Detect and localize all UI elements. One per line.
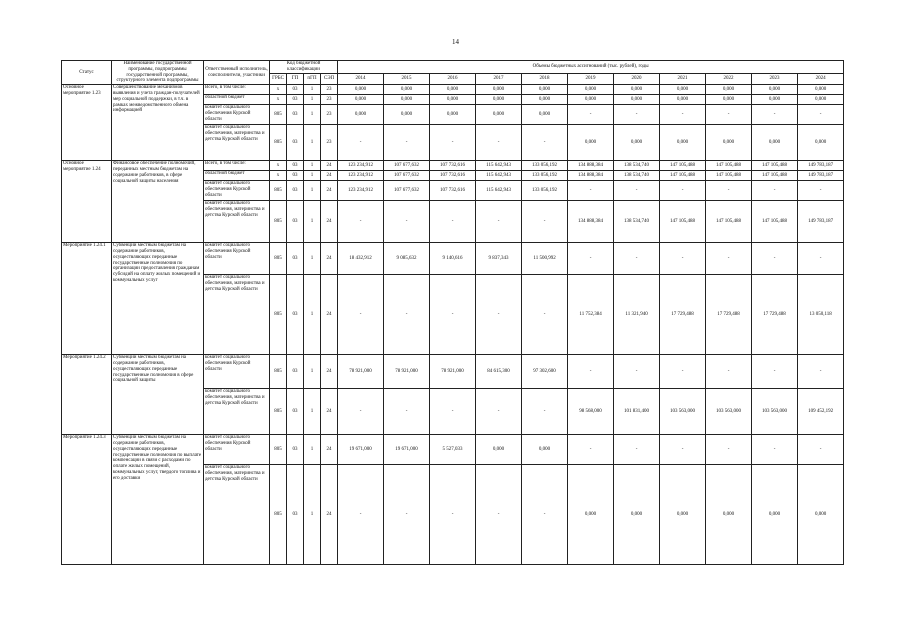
value-cell: 107 732,616 xyxy=(430,171,476,181)
value-cell: 0,000 xyxy=(522,435,568,465)
value-cell: - xyxy=(476,275,522,355)
value-cell: 115 642,943 xyxy=(476,181,522,201)
executor-cell: Всего, в том числе: xyxy=(204,85,270,95)
header-code-col: СЭП xyxy=(321,73,338,84)
value-cell: 78 921,000 xyxy=(430,355,476,389)
value-cell: - xyxy=(338,201,384,243)
header-volumes: Объемы бюджетных ассигнований (тыс. рублей), годы xyxy=(338,61,844,74)
value-cell: 134 888,384 xyxy=(568,201,614,243)
code-cell-sep: 23 xyxy=(321,125,338,161)
value-cell: 133 056,192 xyxy=(522,171,568,181)
value-cell: 149 783,187 xyxy=(798,161,844,171)
value-cell: - xyxy=(522,201,568,243)
value-cell: 0,000 xyxy=(338,95,384,105)
value-cell: 123 234,912 xyxy=(338,161,384,171)
value-cell: 0,000 xyxy=(568,95,614,105)
code-cell-gp: 03 xyxy=(287,275,304,355)
value-cell: - xyxy=(614,243,660,275)
value-cell: - xyxy=(476,125,522,161)
value-cell: 0,000 xyxy=(660,465,706,565)
value-cell: - xyxy=(338,275,384,355)
value-cell: - xyxy=(752,181,798,201)
header-year: 2018 xyxy=(522,73,568,84)
code-cell-grbs: 805 xyxy=(270,201,287,243)
value-cell: - xyxy=(706,355,752,389)
executor-cell: комитет социального обеспечения Курской области xyxy=(204,181,270,201)
executor-cell: комитет социального обеспечения, материнства и детства Курской области xyxy=(204,275,270,355)
value-cell: 18 432,912 xyxy=(338,243,384,275)
value-cell: 123 234,912 xyxy=(338,181,384,201)
value-cell: 17 729,488 xyxy=(706,275,752,355)
value-cell: 0,000 xyxy=(706,125,752,161)
value-cell: - xyxy=(476,389,522,435)
value-cell: - xyxy=(476,201,522,243)
code-cell-grbs: x xyxy=(270,85,287,95)
value-cell: - xyxy=(706,243,752,275)
value-cell: 147 105,488 xyxy=(660,201,706,243)
value-cell: 101 831,400 xyxy=(614,389,660,435)
table-row xyxy=(62,161,844,171)
status-cell: Мероприятие 1.24.3 xyxy=(62,435,112,565)
value-cell: 97 302,600 xyxy=(522,355,568,389)
value-cell: 138 534,740 xyxy=(614,201,660,243)
code-cell-grbs: 805 xyxy=(270,435,287,465)
name-cell: Совершенствование механизмов выявления и учета граждан-получателей мер социальной поддержки, в т.ч. в рамках межведомственного обмена информацией xyxy=(112,85,204,161)
header-year: 2020 xyxy=(614,73,660,84)
status-cell: Основное мероприятие 1.24 xyxy=(62,161,112,243)
value-cell: 0,000 xyxy=(384,85,430,95)
code-cell-pgp: 1 xyxy=(304,105,321,125)
code-cell-pgp: 1 xyxy=(304,243,321,275)
code-cell-gp: 03 xyxy=(287,389,304,435)
value-cell: 0,000 xyxy=(798,95,844,105)
executor-cell: комитет социального обеспечения, материнства и детства Курской области xyxy=(204,201,270,243)
value-cell: 134 888,384 xyxy=(568,161,614,171)
code-cell-sep: 23 xyxy=(321,85,338,95)
value-cell: - xyxy=(384,465,430,565)
value-cell: 0,000 xyxy=(706,465,752,565)
executor-cell: областной бюджет xyxy=(204,171,270,181)
value-cell: - xyxy=(476,465,522,565)
status-cell: Мероприятие 1.24.1 xyxy=(62,243,112,355)
code-cell-gp: 03 xyxy=(287,355,304,389)
value-cell: 147 105,488 xyxy=(752,201,798,243)
value-cell: 0,000 xyxy=(522,105,568,125)
value-cell: 134 888,384 xyxy=(568,171,614,181)
value-cell: 107 677,632 xyxy=(384,161,430,171)
value-cell: - xyxy=(798,435,844,465)
code-cell-pgp: 1 xyxy=(304,435,321,465)
value-cell: 0,000 xyxy=(660,95,706,105)
table-row xyxy=(62,435,844,465)
value-cell: 0,000 xyxy=(798,465,844,565)
value-cell: 0,000 xyxy=(614,95,660,105)
value-cell: 147 105,488 xyxy=(752,171,798,181)
value-cell: 0,000 xyxy=(476,95,522,105)
value-cell: 0,000 xyxy=(706,85,752,95)
value-cell: - xyxy=(752,105,798,125)
value-cell: 11 321,940 xyxy=(614,275,660,355)
code-cell-pgp: 1 xyxy=(304,85,321,95)
value-cell: - xyxy=(384,125,430,161)
code-cell-grbs: 805 xyxy=(270,465,287,565)
code-cell-sep: 24 xyxy=(321,243,338,275)
value-cell: 0,000 xyxy=(568,465,614,565)
code-cell-grbs: 805 xyxy=(270,389,287,435)
code-cell-grbs: 805 xyxy=(270,105,287,125)
value-cell: 0,000 xyxy=(384,105,430,125)
executor-cell: комитет социального обеспечения Курской области xyxy=(204,435,270,465)
value-cell: - xyxy=(430,125,476,161)
code-cell-sep: 23 xyxy=(321,105,338,125)
value-cell: 115 642,943 xyxy=(476,161,522,171)
header-year: 2024 xyxy=(798,73,844,84)
executor-cell: комитет социального обеспечения Курской области xyxy=(204,243,270,275)
header-year: 2019 xyxy=(568,73,614,84)
value-cell: - xyxy=(752,243,798,275)
value-cell: 0,000 xyxy=(476,85,522,95)
value-cell: - xyxy=(660,355,706,389)
value-cell: 0,000 xyxy=(798,85,844,95)
value-cell: 0,000 xyxy=(614,85,660,95)
code-cell-pgp: 1 xyxy=(304,161,321,171)
value-cell: - xyxy=(568,355,614,389)
code-cell-pgp: 1 xyxy=(304,125,321,161)
status-cell: Мероприятие 1.24.2 xyxy=(62,355,112,435)
value-cell: 9 085,632 xyxy=(384,243,430,275)
code-cell-gp: 03 xyxy=(287,243,304,275)
value-cell: - xyxy=(614,435,660,465)
value-cell: - xyxy=(338,125,384,161)
value-cell: 9 837,343 xyxy=(476,243,522,275)
header-year: 2016 xyxy=(430,73,476,84)
value-cell: - xyxy=(614,355,660,389)
code-cell-grbs: 805 xyxy=(270,243,287,275)
value-cell: - xyxy=(614,181,660,201)
code-cell-gp: 03 xyxy=(287,161,304,171)
value-cell: 115 642,943 xyxy=(476,171,522,181)
name-cell: Субвенции местным бюджетам на содержание работников, осуществляющих переданные государственные полномочия в сфере социальной защиты xyxy=(112,355,204,435)
code-cell-grbs: x xyxy=(270,161,287,171)
code-cell-grbs: 805 xyxy=(270,355,287,389)
value-cell: 103 563,000 xyxy=(752,389,798,435)
value-cell: 11 752,384 xyxy=(568,275,614,355)
code-cell-grbs: 805 xyxy=(270,275,287,355)
page-number: 14 xyxy=(452,38,459,46)
value-cell: 0,000 xyxy=(568,125,614,161)
code-cell-pgp: 1 xyxy=(304,465,321,565)
header-code-col: ГП xyxy=(287,73,304,84)
value-cell: - xyxy=(384,275,430,355)
code-cell-pgp: 1 xyxy=(304,181,321,201)
value-cell: - xyxy=(338,465,384,565)
value-cell: 107 732,616 xyxy=(430,181,476,201)
value-cell: - xyxy=(752,355,798,389)
code-cell-sep: 24 xyxy=(321,161,338,171)
code-cell-sep: 24 xyxy=(321,389,338,435)
executor-cell: Всего, в том числе: xyxy=(204,161,270,171)
code-cell-sep: 24 xyxy=(321,171,338,181)
value-cell: - xyxy=(660,181,706,201)
code-cell-pgp: 1 xyxy=(304,171,321,181)
value-cell: - xyxy=(430,201,476,243)
value-cell: 103 563,000 xyxy=(660,389,706,435)
value-cell: 0,000 xyxy=(522,95,568,105)
value-cell: 103 563,000 xyxy=(706,389,752,435)
value-cell: 147 105,488 xyxy=(660,161,706,171)
value-cell: 0,000 xyxy=(614,125,660,161)
value-cell: 133 056,192 xyxy=(522,161,568,171)
value-cell: 0,000 xyxy=(338,85,384,95)
executor-cell: комитет социального обеспечения Курской области xyxy=(204,105,270,125)
value-cell: 0,000 xyxy=(568,85,614,95)
name-cell: Финансовое обеспечение полномочий, переданных местным бюджетам на содержание работников, в сфере социальной защиты населения xyxy=(112,161,204,243)
value-cell: 138 534,740 xyxy=(614,161,660,171)
executor-cell: комитет социального обеспечения Курской области xyxy=(204,355,270,389)
code-cell-gp: 03 xyxy=(287,465,304,565)
value-cell: 0,000 xyxy=(798,125,844,161)
table-row xyxy=(62,355,844,389)
value-cell: 0,000 xyxy=(614,465,660,565)
value-cell: - xyxy=(660,243,706,275)
value-cell: - xyxy=(430,465,476,565)
header-code-col: пГП xyxy=(304,73,321,84)
value-cell: 138 534,740 xyxy=(614,171,660,181)
value-cell: - xyxy=(430,275,476,355)
code-cell-gp: 03 xyxy=(287,105,304,125)
value-cell: 0,000 xyxy=(660,85,706,95)
value-cell: 19 671,000 xyxy=(384,435,430,465)
code-cell-pgp: 1 xyxy=(304,389,321,435)
value-cell: - xyxy=(384,389,430,435)
code-cell-gp: 03 xyxy=(287,181,304,201)
value-cell: 0,000 xyxy=(752,125,798,161)
value-cell: 107 677,632 xyxy=(384,171,430,181)
code-cell-gp: 03 xyxy=(287,125,304,161)
value-cell: 147 105,488 xyxy=(660,171,706,181)
code-cell-gp: 03 xyxy=(287,435,304,465)
value-cell: - xyxy=(522,465,568,565)
value-cell: - xyxy=(568,435,614,465)
header-year: 2022 xyxy=(706,73,752,84)
value-cell: - xyxy=(706,105,752,125)
header-status: Статус xyxy=(62,61,112,85)
value-cell: 147 105,488 xyxy=(706,161,752,171)
value-cell: - xyxy=(752,435,798,465)
header-year: 2023 xyxy=(752,73,798,84)
value-cell: 0,000 xyxy=(660,125,706,161)
value-cell: 17 729,488 xyxy=(660,275,706,355)
header-year: 2015 xyxy=(384,73,430,84)
value-cell: 84 615,300 xyxy=(476,355,522,389)
code-cell-grbs: 805 xyxy=(270,125,287,161)
value-cell: 5 527,033 xyxy=(430,435,476,465)
value-cell: 0,000 xyxy=(430,95,476,105)
value-cell: - xyxy=(384,201,430,243)
value-cell: - xyxy=(568,181,614,201)
value-cell: 17 729,488 xyxy=(752,275,798,355)
name-cell: Субвенции местным бюджетам на содержание работников, осуществляющих переданные государственные полномочия по организации предоставления гражданам субсидий на оплату жилых помещений и коммунальных услуг xyxy=(112,243,204,355)
code-cell-pgp: 1 xyxy=(304,95,321,105)
value-cell: 0,000 xyxy=(430,85,476,95)
table-row xyxy=(62,85,844,95)
value-cell: 0,000 xyxy=(522,85,568,95)
header-budget-code: Код бюджетной классификации xyxy=(270,61,338,74)
value-cell: - xyxy=(706,435,752,465)
code-cell-grbs: x xyxy=(270,95,287,105)
value-cell: - xyxy=(568,243,614,275)
value-cell: - xyxy=(522,275,568,355)
value-cell: 107 677,632 xyxy=(384,181,430,201)
code-cell-sep: 24 xyxy=(321,435,338,465)
executor-cell: областной бюджет xyxy=(204,95,270,105)
value-cell: - xyxy=(522,125,568,161)
value-cell: 147 105,488 xyxy=(706,201,752,243)
executor-cell: комитет социального обеспечения, материнства и детства Курской области xyxy=(204,389,270,435)
code-cell-sep: 24 xyxy=(321,201,338,243)
code-cell-sep: 24 xyxy=(321,465,338,565)
value-cell: - xyxy=(798,243,844,275)
executor-cell: комитет социального обеспечения, материнства и детства Курской области xyxy=(204,125,270,161)
status-cell: Основное мероприятие 1.23 xyxy=(62,85,112,161)
value-cell: 19 671,000 xyxy=(338,435,384,465)
value-cell: 0,000 xyxy=(706,95,752,105)
header-executor: Ответственный исполнитель, соисполнители, участники xyxy=(204,61,270,85)
value-cell: 147 105,488 xyxy=(752,161,798,171)
value-cell: 0,000 xyxy=(384,95,430,105)
value-cell: - xyxy=(522,389,568,435)
value-cell: 0,000 xyxy=(752,85,798,95)
header-year: 2014 xyxy=(338,73,384,84)
code-cell-sep: 23 xyxy=(321,95,338,105)
value-cell: - xyxy=(338,389,384,435)
value-cell: 0,000 xyxy=(752,95,798,105)
value-cell: - xyxy=(614,105,660,125)
header-year: 2017 xyxy=(476,73,522,84)
budget-table xyxy=(61,60,844,565)
value-cell: - xyxy=(706,181,752,201)
value-cell: 11 500,992 xyxy=(522,243,568,275)
value-cell: 0,000 xyxy=(752,465,798,565)
value-cell: 0,000 xyxy=(338,105,384,125)
value-cell: 107 732,616 xyxy=(430,161,476,171)
value-cell: 149 783,187 xyxy=(798,201,844,243)
code-cell-sep: 24 xyxy=(321,181,338,201)
value-cell: - xyxy=(430,389,476,435)
value-cell: 78 921,000 xyxy=(384,355,430,389)
header-name: Наименование государственной программы, подпрограммы государственной программы, структурного элемента подпрограммы xyxy=(112,61,204,85)
code-cell-gp: 03 xyxy=(287,201,304,243)
value-cell: - xyxy=(568,105,614,125)
code-cell-grbs: 805 xyxy=(270,181,287,201)
value-cell: 0,000 xyxy=(476,435,522,465)
value-cell: 13 050,118 xyxy=(798,275,844,355)
value-cell: 149 783,187 xyxy=(798,171,844,181)
value-cell: 123 234,912 xyxy=(338,171,384,181)
value-cell: 98 568,000 xyxy=(568,389,614,435)
code-cell-pgp: 1 xyxy=(304,275,321,355)
header-year: 2021 xyxy=(660,73,706,84)
value-cell: - xyxy=(798,355,844,389)
code-cell-grbs: x xyxy=(270,171,287,181)
code-cell-pgp: 1 xyxy=(304,201,321,243)
value-cell: - xyxy=(660,105,706,125)
code-cell-gp: 03 xyxy=(287,171,304,181)
value-cell: 109 452,192 xyxy=(798,389,844,435)
header-code-col: ГРБС xyxy=(270,73,287,84)
code-cell-gp: 03 xyxy=(287,95,304,105)
table-row xyxy=(62,243,844,275)
code-cell-pgp: 1 xyxy=(304,355,321,389)
value-cell: - xyxy=(798,181,844,201)
value-cell: - xyxy=(798,105,844,125)
value-cell: 0,000 xyxy=(430,105,476,125)
name-cell: Субвенции местным бюджетам на содержание работников, осуществляющих переданные государственные полномочия по выплате компенсации в связи с расходами по оплате жилых помещений, коммунальных услуг, твердого топлива и его доставки xyxy=(112,435,204,565)
value-cell: 133 056,192 xyxy=(522,181,568,201)
value-cell: 147 105,488 xyxy=(706,171,752,181)
code-cell-sep: 24 xyxy=(321,355,338,389)
value-cell: 78 921,000 xyxy=(338,355,384,389)
value-cell: 9 140,616 xyxy=(430,243,476,275)
code-cell-gp: 03 xyxy=(287,85,304,95)
value-cell: - xyxy=(660,435,706,465)
executor-cell: комитет социального обеспечения, материнства и детства Курской области xyxy=(204,465,270,565)
value-cell: 0,000 xyxy=(476,105,522,125)
code-cell-sep: 24 xyxy=(321,275,338,355)
